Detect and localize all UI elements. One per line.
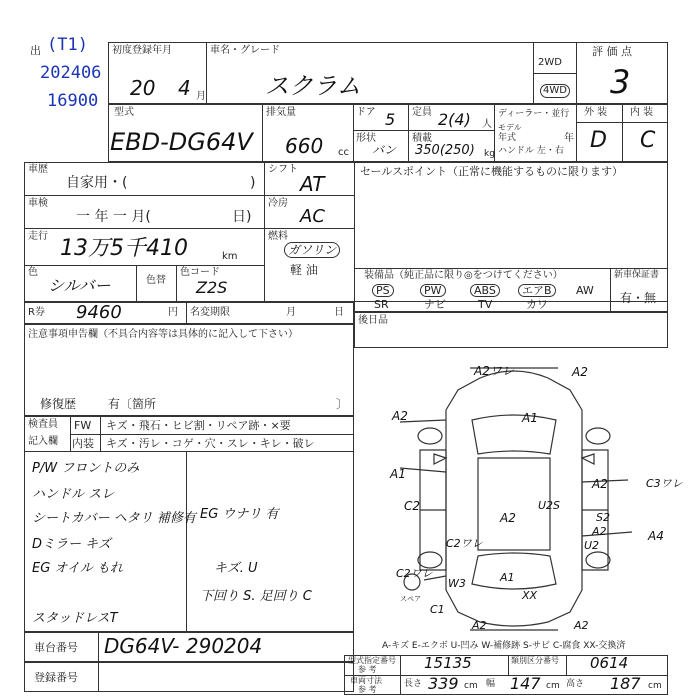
- history-value: 自家用・(: [66, 175, 128, 191]
- equipment-label: 装備品（純正品に限り◎をつけてください）: [364, 270, 563, 281]
- equip-sr: SR: [374, 298, 389, 311]
- mark-7: C3ワレ: [646, 477, 683, 490]
- r-unit: 円: [168, 307, 178, 318]
- fw-items: キズ・飛石・ヒビ割・リペア跡・×要: [106, 419, 291, 432]
- shift-label: シフト: [268, 164, 298, 175]
- dealer-label: ディーラー・並行: [498, 109, 570, 119]
- class-label: 類別区分番号: [511, 656, 559, 665]
- day-label: 日: [334, 307, 344, 318]
- mark-15: C2ワレ: [446, 537, 483, 550]
- new-car-label: 新車保証書: [614, 270, 660, 280]
- equip-abs: ABS: [470, 284, 500, 297]
- inspect-day: 日): [232, 209, 252, 225]
- overlay-code: (T1): [47, 35, 88, 55]
- damage-legend: A-キズ E-エクボ U-凹み W-補修跡 S-サビ C-腐食 XX-交換済: [382, 641, 626, 651]
- int-score: C: [640, 128, 656, 153]
- int-items: キズ・汚レ・コゲ・穴・スレ・キレ・破レ: [106, 437, 315, 450]
- shape-label: 形状: [356, 133, 376, 144]
- type-no-label: 型式指定番号: [348, 656, 396, 665]
- load-label: 積載: [412, 133, 432, 144]
- mark-3: A2: [392, 409, 408, 423]
- mileage-label: 走行: [28, 231, 48, 242]
- equip-airbag: エアB: [518, 284, 556, 297]
- history-close: ): [250, 175, 256, 191]
- note-line-5: EG オイル もれ: [32, 561, 123, 576]
- note-line-3: シートカバー ヘタリ 補修有: [32, 511, 196, 526]
- mark-16: C2ワレ: [396, 567, 433, 580]
- year-label: 年式: [498, 133, 517, 143]
- equip-navi: ナビ: [424, 298, 446, 311]
- color-code-label: 色コード: [180, 267, 220, 278]
- name-change-label: 名変期限: [190, 307, 230, 318]
- drive-4wd: 4WD: [540, 84, 570, 98]
- header-row: [108, 42, 668, 104]
- ext-score: D: [590, 128, 607, 153]
- cap-unit: 人: [482, 119, 492, 130]
- equip-ps: PS: [372, 284, 394, 297]
- mark-22: A2: [574, 619, 589, 632]
- repair-close: 〕: [336, 397, 349, 411]
- mark-1: A2ワレ: [474, 364, 514, 378]
- ext-label: 外 装: [584, 107, 608, 118]
- mark-18: A1: [500, 571, 515, 584]
- color-value: シルバー: [48, 276, 111, 295]
- ref-1: 参 考: [358, 665, 377, 674]
- hp-mark: 出: [30, 44, 41, 57]
- note-line-1: P/W フロントのみ: [32, 461, 140, 476]
- disp-label: 排気量: [266, 107, 296, 118]
- shift-value: AT: [300, 172, 325, 196]
- cm-3: cm: [648, 681, 662, 691]
- fuel-label: 燃料: [268, 231, 288, 242]
- reg-year: 20: [130, 76, 156, 100]
- int-row-label: 内装: [72, 437, 94, 450]
- after-label: 後日品: [358, 315, 388, 326]
- sales-label: セールスポイント（正常に機能するものに限ります）: [360, 165, 624, 178]
- chassis-value: DG64V- 290204: [104, 634, 263, 658]
- cap-label: 定員: [412, 107, 432, 118]
- height-label: 高さ: [566, 679, 585, 689]
- ac-value: AC: [300, 206, 325, 227]
- car-label: 車名・グレード: [210, 45, 280, 56]
- equip-aw: AW: [576, 284, 594, 297]
- entry-label: 記入欄: [28, 436, 58, 447]
- width-value: 147: [510, 674, 541, 693]
- type-value: EBD-DG64V: [110, 128, 253, 156]
- mileage-value: 13万5千410: [60, 236, 188, 261]
- mileage-unit: km: [222, 251, 238, 262]
- handle-label: ハンドル 左・右: [498, 146, 564, 156]
- equip-leather: カワ: [526, 298, 548, 311]
- type-no-value: 15135: [424, 654, 472, 672]
- spare-label: スペア: [400, 595, 421, 603]
- mark-21: A2: [472, 619, 487, 632]
- overlay-date: 202406: [40, 63, 102, 83]
- eval-score: 3: [610, 63, 631, 101]
- load-unit: kg: [484, 149, 495, 159]
- fw-label: FW: [74, 419, 92, 432]
- repair-label: 修復歴: [40, 397, 77, 411]
- color-change: 色替: [146, 275, 166, 286]
- history-label: 車歴: [28, 164, 48, 175]
- inspector-label: 検査員: [28, 419, 58, 430]
- disp-value: 660: [285, 134, 324, 158]
- mark-5: A1: [390, 467, 406, 481]
- after-block: [354, 312, 668, 348]
- ref-2: 参 考: [358, 685, 377, 694]
- eval-label: 評 価 点: [592, 45, 632, 58]
- width-label: 幅: [486, 679, 496, 689]
- door-label: ドア: [356, 107, 376, 118]
- mark-12: A2: [592, 525, 607, 538]
- mark-19: XX: [522, 589, 538, 602]
- mark-11: S2: [596, 511, 610, 524]
- class-value: 0614: [590, 654, 629, 672]
- fuel-diesel: 軽 油: [290, 263, 318, 277]
- plate-label: 登録番号: [34, 671, 78, 684]
- mark-6: A2: [592, 477, 608, 491]
- type-label: 型式: [114, 107, 134, 118]
- note-right-1: EG ウナリ 有: [200, 507, 279, 522]
- note-right-3: 下回り S. 足回り C: [200, 589, 312, 604]
- repair-value: 有〔箇所: [108, 397, 157, 411]
- load-value: 350(250): [415, 143, 475, 158]
- r-value: 9460: [76, 302, 122, 323]
- inspect-label: 車検: [28, 198, 48, 209]
- overlay-price: 16900: [47, 91, 99, 111]
- drive-2wd: 2WD: [538, 57, 562, 68]
- door-value: 5: [385, 110, 396, 129]
- note-line-4: Dミラー キズ: [32, 537, 111, 552]
- inspect-value: 一 年 一 月(: [76, 209, 151, 225]
- color-code: Z2S: [196, 278, 228, 297]
- new-car-value: 有・無: [620, 291, 657, 305]
- mark-8: C2: [404, 499, 421, 513]
- mark-20: C1: [430, 603, 445, 616]
- chassis-label: 車台番号: [34, 641, 78, 654]
- reg-month-unit: 月: [196, 91, 206, 102]
- size-label: 車両寸法: [350, 676, 382, 685]
- int-label: 内 装: [630, 107, 654, 118]
- shape-value: バン: [372, 143, 397, 157]
- color-label: 色: [28, 267, 38, 278]
- mark-14: U2: [584, 539, 600, 552]
- car-name: スクラム: [265, 72, 361, 100]
- equip-tv: TV: [478, 298, 493, 311]
- note-right-2: キズ. U: [214, 561, 258, 576]
- r-row: [24, 302, 354, 324]
- note-line-2: ハンドル スレ: [32, 487, 115, 502]
- fuel-gas: ガソリン: [284, 242, 340, 258]
- cm-1: cm: [464, 681, 478, 691]
- cap-value: 2(4): [438, 110, 471, 129]
- notes-label: 注意事項申告欄（不具合内容等は具体的に記入して下さい）: [28, 329, 298, 340]
- month-label: 月: [286, 307, 296, 318]
- mark-13: A4: [648, 529, 664, 543]
- overlay-box: [25, 37, 105, 122]
- reg-label: 初度登録年月: [112, 45, 172, 56]
- year-unit: 年: [564, 133, 574, 144]
- reg-month: 4: [178, 76, 191, 100]
- cm-2: cm: [546, 681, 560, 691]
- r-label: R券: [28, 307, 45, 318]
- height-value: 187: [610, 674, 641, 693]
- length-label: 長さ: [404, 679, 423, 689]
- equip-pw: PW: [420, 284, 446, 297]
- ac-label: 冷房: [268, 198, 288, 209]
- length-value: 339: [428, 674, 459, 693]
- note-line-7: スタッドレスT: [32, 611, 118, 626]
- disp-unit: cc: [338, 147, 349, 158]
- mark-4: A1: [522, 411, 538, 425]
- mark-9: A2: [500, 511, 516, 525]
- mark-10: U2S: [538, 499, 561, 512]
- model-label: モデル: [498, 123, 522, 132]
- mark-17: W3: [448, 577, 466, 590]
- mark-2: A2: [572, 365, 588, 379]
